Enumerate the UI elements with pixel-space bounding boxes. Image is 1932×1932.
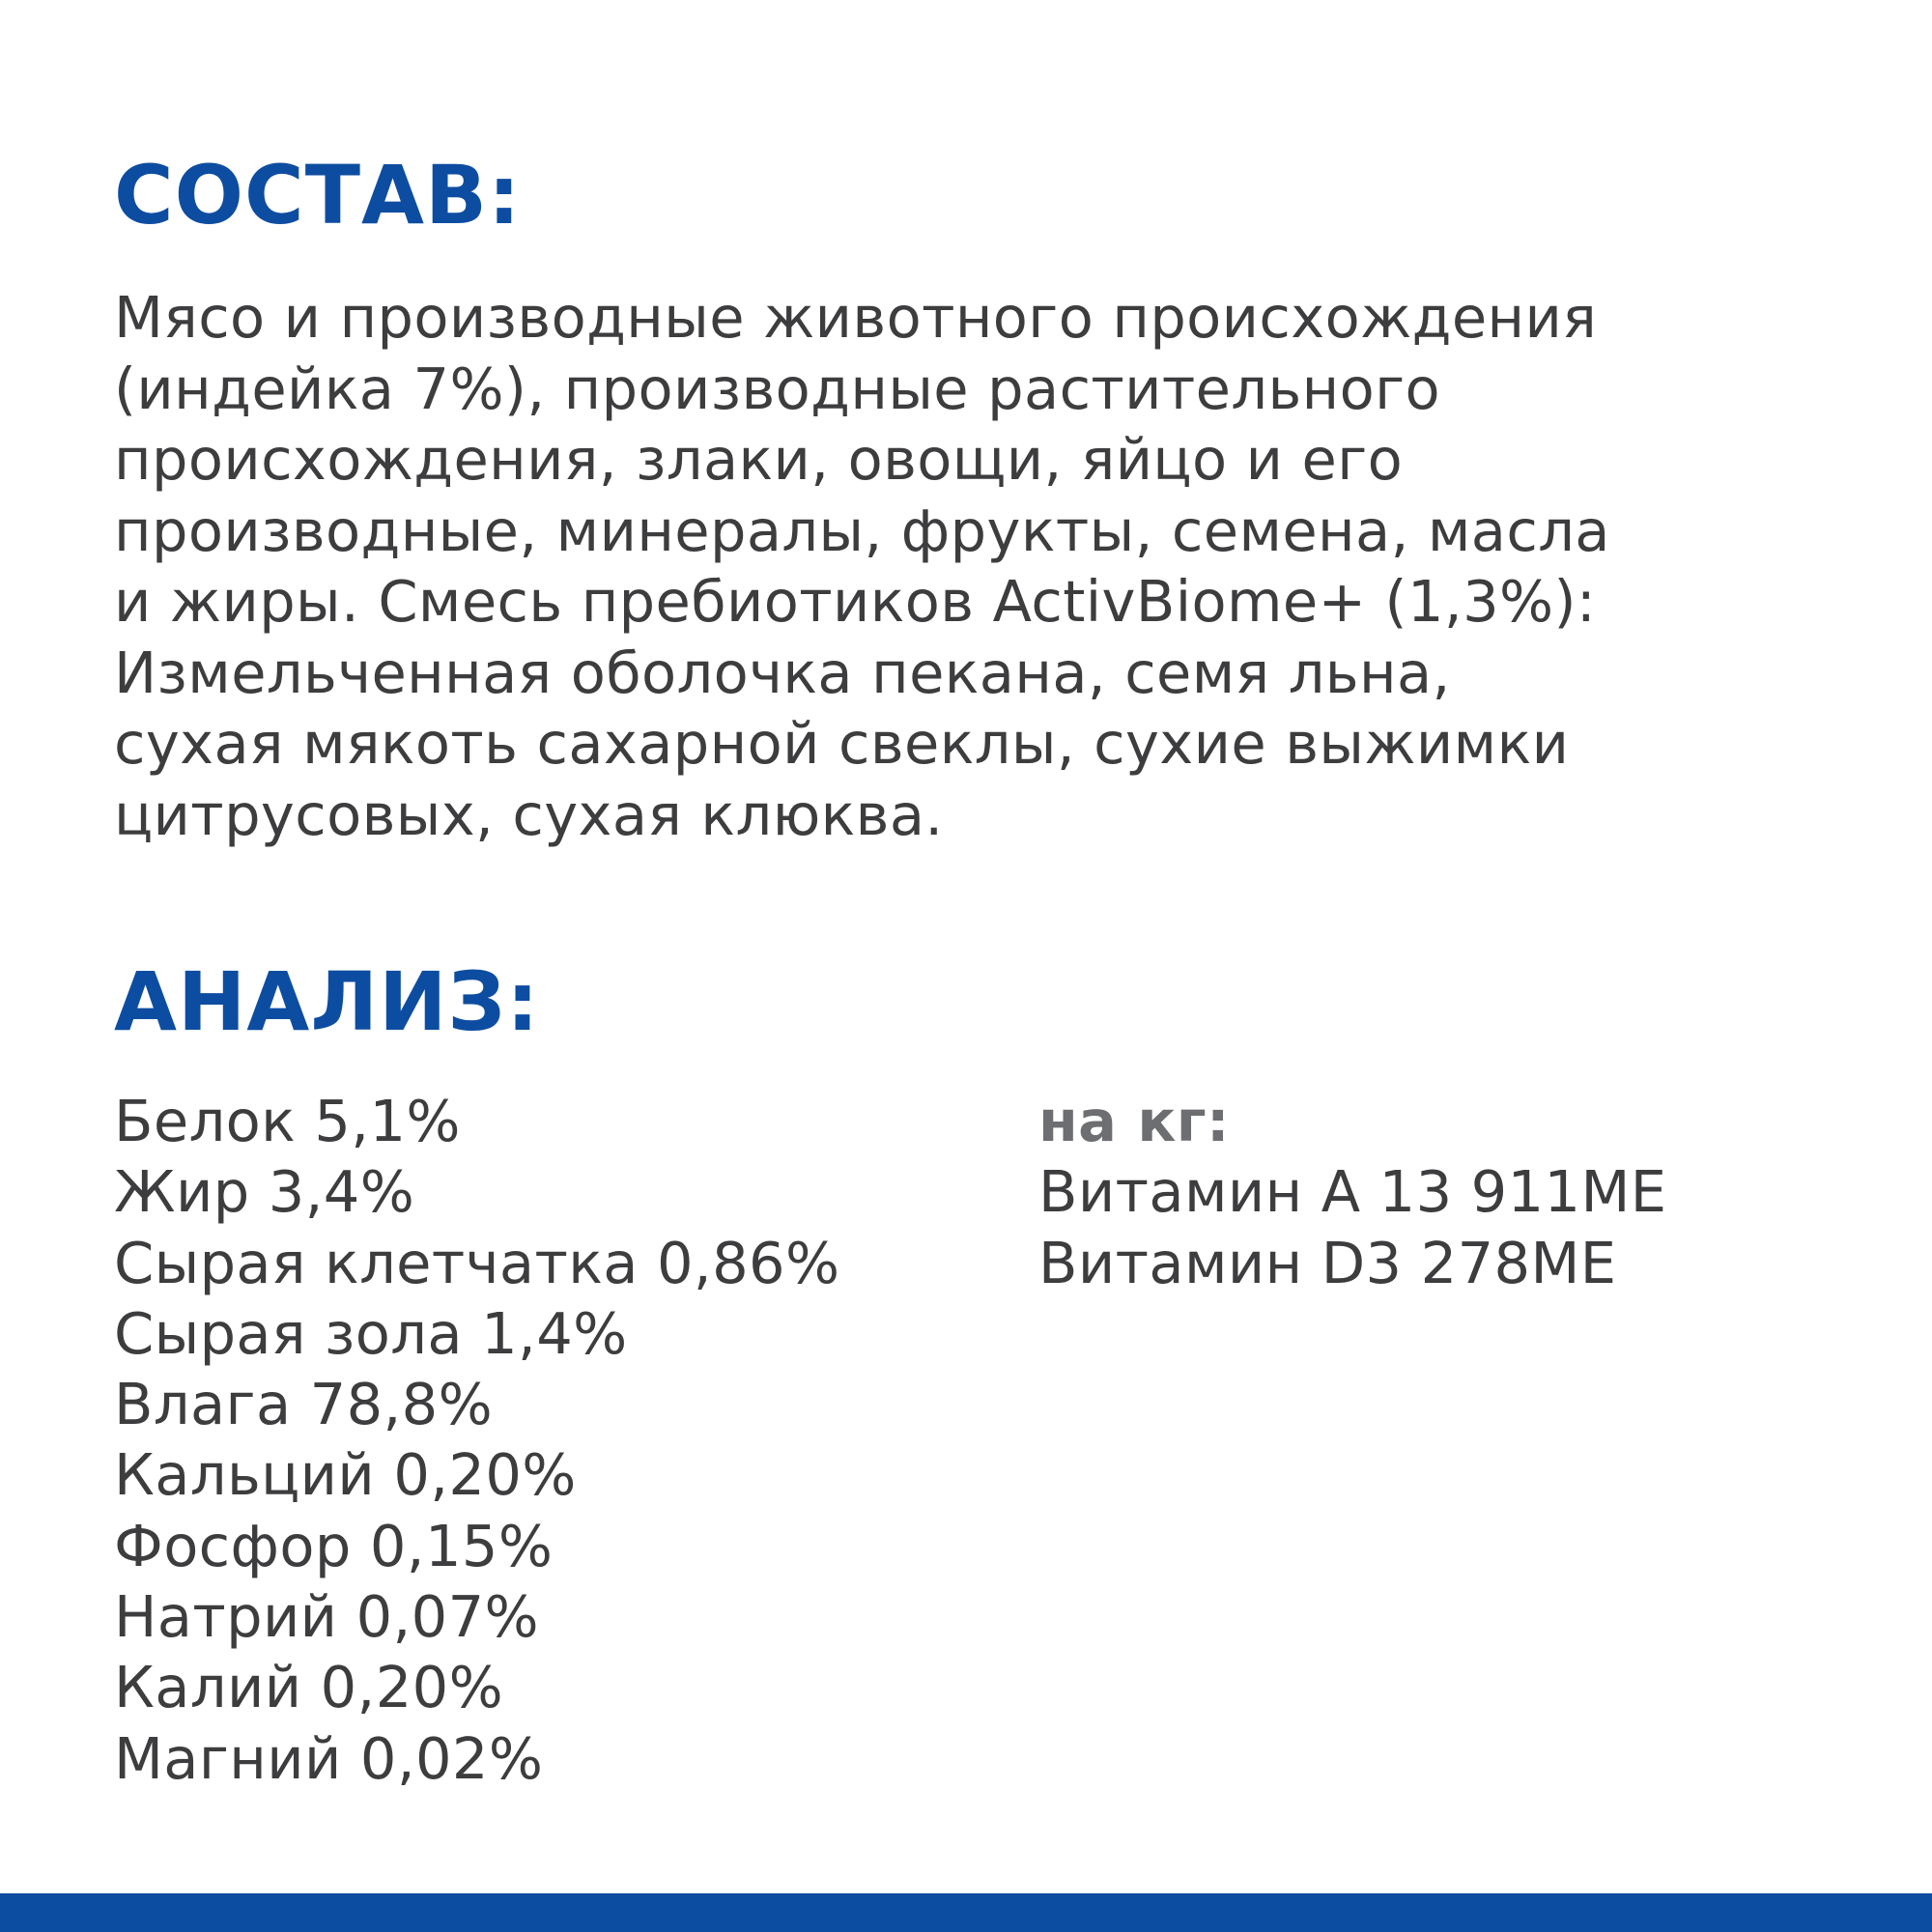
analysis-item-magnesium: Магний 0,02% [114, 1724, 544, 1792]
analysis-item-calcium: Кальций 0,20% [114, 1441, 577, 1509]
analysis-heading: АНАЛИЗ: [114, 954, 540, 1049]
analysis-item-phosphorus: Фосфор 0,15% [114, 1512, 554, 1579]
analysis-item-fat: Жир 3,4% [114, 1158, 415, 1226]
composition-line: происхождения, злаки, овощи, яйцо и его [114, 426, 1404, 493]
analysis-item-potassium: Калий 0,20% [114, 1654, 504, 1721]
composition-line: Измельченная оболочка пекана, семя льна, [114, 639, 1451, 706]
analysis-list [114, 1086, 839, 1794]
vitamin-d3-item: Витамин D3 278МЕ [1038, 1229, 1617, 1296]
composition-line: и жиры. Смесь пребиотиков ActivBiome+ (1,3%): [114, 568, 1597, 635]
vitamin-a-item: Витамин A 13 911МЕ [1038, 1158, 1667, 1226]
composition-line: (индейка 7%), производные растительного [114, 355, 1441, 422]
analysis-item-sodium: Натрий 0,07% [114, 1583, 540, 1651]
composition-line: цитрусовых, сухая клюква. [114, 781, 944, 848]
analysis-item-protein: Белок 5,1% [114, 1088, 461, 1154]
composition-line: сухая мякоть сахарной свеклы, сухие выжимки [114, 710, 1570, 777]
analysis-item-moisture: Влага 78,8% [114, 1371, 494, 1438]
composition-heading: СОСТАВ: [114, 148, 522, 242]
composition-line: Мясо и производные животного происхождения [114, 284, 1598, 351]
composition-text [114, 282, 1911, 850]
analysis-item-ash: Сырая зола 1,4% [114, 1299, 628, 1367]
bottom-brand-bar [0, 1893, 1932, 1932]
composition-line: производные, минералы, фрукты, семена, масла [114, 497, 1610, 564]
per-kg-label: на кг: [1038, 1088, 1230, 1154]
per-kg-block [1038, 1086, 1666, 1298]
analysis-item-fiber: Сырая клетчатка 0,86% [114, 1229, 840, 1296]
